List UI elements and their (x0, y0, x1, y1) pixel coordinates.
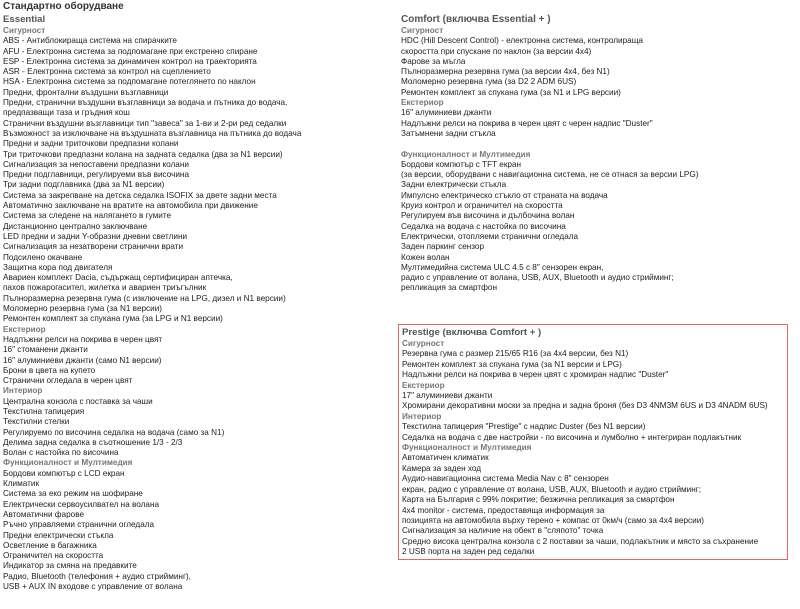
feature-item: Седалка на водача с две настройки - по височина и лумболно + интегриран подлакътник (402, 432, 742, 442)
section-title: Интериор (3, 386, 43, 396)
feature-item: Система за следене на налягането в гумите (3, 211, 172, 221)
essential-section (3, 325, 393, 387)
feature-item: Волан с настойка по височина (3, 448, 119, 458)
feature-item: скоростта при спускане по наклон (за версии 4x4) (401, 46, 592, 56)
feature-item: USB + AUX IN входове с управление от волана (3, 582, 183, 592)
feature-item: ASR - Електронна система за контрол на сцеплението (3, 67, 211, 77)
essential-column (3, 14, 393, 592)
feature-item: радио с управление от волана, USB, AUX, Bluetooth и аудио стрийминг; (401, 273, 674, 283)
feature-item: Надлъжни релси на покрива в черен цвят с хромиран надпис "Duster" (402, 370, 669, 380)
feature-item: Предни, странични въздушни възглавници за водача и пътника до водача, (3, 98, 288, 108)
feature-item: Аудио-навигационна система Media Nav с 8" сензорен (402, 474, 609, 484)
feature-item: Хромирани декоративни моски за предна и задна броня (без D3 4NM3M 6US и D3 4NADM 6US) (402, 401, 768, 411)
feature-item: LED предни и задни Y-образни дневни светлини (3, 231, 188, 241)
section-title: Екстериор (402, 380, 445, 390)
feature-item: Електрически сервоусилвател на волана (3, 499, 160, 509)
feature-item: Странични въздушни възглавници тип "завеса" за 1-ви и 2-ри ред седалки (3, 118, 287, 128)
feature-item: Пълноразмерна резервна гума (с изключение на LPG, дизел и N1 версии) (3, 293, 286, 303)
feature-item: Ремонтен комплект за спукана гума (за LPG и N1 версии) (3, 314, 223, 324)
feature-item: Карта на България с 99% покритие; безжична репликация за смартфон (402, 495, 675, 505)
feature-item: Брони в цвета на купето (3, 365, 96, 375)
feature-item: Фарове за мъгла (401, 56, 466, 66)
feature-item: Автоматичен климатик (402, 453, 489, 463)
feature-item: Три задни подглавника (два за N1 версии) (3, 180, 165, 190)
feature-item: Текстилни стелки (3, 417, 70, 427)
section-title: Сигурност (402, 339, 445, 348)
feature-item: Текстилна тапицерия "Prestige" с надпис Duster (без N1 версии) (402, 422, 646, 432)
essential-heading: Essential (3, 14, 46, 25)
feature-item: Сигнализация за наличие на обект в "сляпото" точка (402, 526, 604, 536)
comfort-section (401, 26, 791, 98)
feature-item: Текстилна тапицерия (3, 406, 85, 416)
essential-section (3, 26, 393, 325)
feature-item: 16" стоманени джанти (3, 345, 88, 355)
feature-item: Дистанционно централно заключване (3, 221, 148, 231)
feature-item: 16" алуминиеви джанти (401, 108, 492, 118)
section-title: Функционалност и Мултимедия (401, 149, 531, 159)
feature-item: Автоматични фарове (3, 509, 85, 519)
feature-item: Климатик (3, 479, 40, 489)
feature-item: Ремонтен комплект за спукана гума (за N1 версии и LPG) (402, 359, 622, 369)
feature-item: Авариен комплект Dacia, съдържащ сертифициран аптечка, (3, 273, 233, 283)
feature-item: Предни и задни триточкови предпазни колани (3, 139, 179, 149)
feature-item: Седалка на водача с настойка по височина (401, 221, 566, 231)
feature-item: Пълноразмерна резервна гума (за версии 4x4, без N1) (401, 67, 610, 77)
feature-item: ESP - Електронна система за динамичен контрол на траекторията (3, 56, 257, 66)
feature-item: Регулируем във височина и дълбочина волан (401, 211, 575, 221)
prestige-section (402, 339, 787, 381)
feature-item: екран, радио с управление от волана, USB, AUX, Bluetooth и аудио стрийминг; (402, 484, 702, 494)
comfort-heading: Comfort (включва Essential + ) (401, 14, 551, 25)
feature-item: AFU - Електронна система за подпомагане при екстренно спиране (3, 46, 258, 56)
feature-item: Бордови компютър с TFT екран (401, 159, 522, 169)
prestige-section (402, 443, 787, 557)
feature-item: Резервна гума с размер 215/65 R16 (за 4x4 версии, без N1) (402, 349, 629, 359)
feature-item: Три триточкови предпазни колана на задната седалка (два за N1 версии) (3, 149, 283, 159)
essential-section (3, 386, 393, 458)
feature-item: 16" алуминиеви джанти (само N1 версии) (3, 355, 162, 365)
feature-item: Затъмнени задни стъкла (401, 128, 496, 138)
feature-item: Мултимедийна система ULC 4.5 с 8" сензорен екран, (401, 262, 604, 272)
feature-item: Бордови компютър с LCD екран (3, 468, 125, 478)
feature-item: Регулируемо по височина седалка на водача (само за N1) (3, 427, 225, 437)
feature-item: Странични огледала в черен цвят (3, 376, 133, 386)
section-title: Сигурност (401, 26, 444, 35)
feature-item: Система за закрепване на детска седалка ISOFIX за двете задни места (3, 190, 277, 200)
feature-item: предпазващи таза и гръдния кош (3, 108, 130, 118)
feature-item: Надлъжни релси на покрива в черен цвят с черен надпис "Duster" (401, 118, 653, 128)
feature-item: Автоматично заключване на вратите на автомобила при движение (3, 201, 258, 211)
feature-item: Сигнализация за непоставени предпазни колани (3, 159, 189, 169)
feature-item: Круиз контрол и ограничител на скоростта (401, 201, 563, 211)
feature-item: Предни подглавници, регулируеми във височина (3, 170, 190, 180)
feature-item: ABS - Антиблокираща система на спирачките (3, 36, 177, 46)
essential-section-list (3, 26, 393, 592)
section-title: Функционалност и Мултимедия (402, 443, 532, 453)
prestige-section (402, 381, 787, 412)
feature-item: HSA - Електронна система за подпомагане потеглянето по наклон (3, 77, 256, 87)
feature-item: позицията на автомобила върху терено + компас от 0км/ч (само за 4x4 версии) (402, 515, 704, 525)
section-title: Екстериор (3, 324, 46, 334)
prestige-section (402, 412, 787, 443)
feature-item: Защитна кора под двигателя (3, 262, 113, 272)
feature-item: Ограничител на скоростта (3, 551, 104, 561)
prestige-section-list (402, 339, 787, 558)
section-title: Сигурност (3, 26, 46, 35)
feature-item: Заден паркинг сензор (401, 242, 485, 252)
feature-item: Индикатор за смяна на предавките (3, 561, 137, 571)
feature-item: Делима задна седалка в съотношение 1/3 - 2/3 (3, 437, 183, 447)
feature-item: Подсилено окачване (3, 252, 83, 262)
section-title: Интериор (402, 411, 442, 421)
section-spacer (401, 139, 791, 149)
feature-item: Централна конзола с поставка за чаши (3, 396, 153, 406)
feature-item: репликация за смартфон (401, 283, 497, 293)
feature-item: Ремонтен комплект за спукана гума (за N1 и LPG версии) (401, 87, 621, 97)
feature-item: пахов пожарогасител, жилетка и авариен триъгълник (3, 283, 207, 293)
feature-item: Предни електрически стъкла (3, 530, 114, 540)
feature-item: Средно висока централна конзола с 2 поставки за чаши, подлакътник и място за съхранение (402, 536, 759, 546)
section-title: Функционалност и Мултимедия (3, 458, 133, 468)
comfort-section (401, 98, 791, 139)
feature-item: Система за еко режим на шофиране (3, 489, 143, 499)
feature-item: HDC (Hill Descent Control) - електронна система, контролираща (401, 36, 643, 46)
essential-section (3, 458, 393, 592)
document-title: Стандартно оборудване (3, 1, 124, 12)
feature-item: Камера за заден ход (402, 463, 482, 473)
feature-item: Предни, фронтални въздушни възглавници (3, 87, 169, 97)
prestige-heading: Prestige (включва Comfort + ) (402, 327, 542, 338)
feature-item: (за версии, оборудвани с навигационна система, не се отнася за версии LPG) (401, 170, 699, 180)
feature-item: 2 USB порта на заден ред седалки (402, 547, 535, 557)
comfort-column (401, 14, 791, 294)
feature-item: Кожен волан (401, 252, 450, 262)
comfort-section-list (401, 26, 791, 294)
feature-item: Възможност за изключване на въздушната възглавница на пътника до водача (3, 128, 302, 138)
prestige-box (398, 324, 788, 560)
feature-item: Надлъжни релси на покрива в черен цвят (3, 334, 163, 344)
feature-item: 4x4 monitor - система, предоставяща информация за (402, 505, 605, 515)
feature-item: Ръчно управляеми странични огледала (3, 520, 155, 530)
feature-item: Електрически, отопляеми странични огледала (401, 231, 579, 241)
feature-item: Моломерно резервна гума (за D2 2 ADM 6US) (401, 77, 577, 87)
comfort-section (401, 150, 791, 294)
feature-item: Задни електрически стъкла (401, 180, 507, 190)
feature-item: 17" алуминиеви джанти (402, 391, 493, 401)
feature-item: Сигнализация за незатворени странични врати (3, 242, 184, 252)
feature-item: Моломерно резервна гума (за N1 версии) (3, 304, 163, 314)
feature-item: Импулсно електрическо стъкло от страната на водача (401, 190, 608, 200)
feature-item: Радио, Bluetooth (телефония + аудио стрийминг), (3, 571, 191, 581)
feature-item: Осветление в багажника (3, 540, 97, 550)
section-title: Екстериор (401, 98, 444, 108)
